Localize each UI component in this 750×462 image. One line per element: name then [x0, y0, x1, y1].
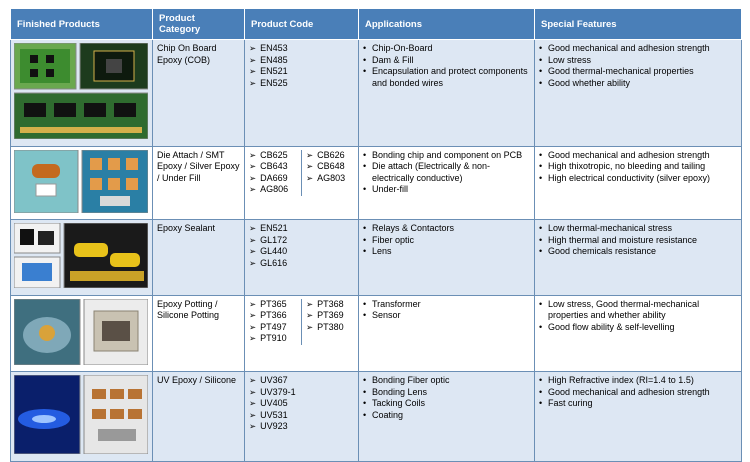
features-cell — [535, 220, 742, 296]
applications-cell — [359, 220, 535, 296]
header-product-category: Product Category — [153, 9, 245, 40]
codes-cell — [245, 295, 359, 372]
feature-item: • High thermal and moisture resistance — [539, 235, 737, 247]
code-list — [249, 43, 354, 89]
code-item: ➢ EN525 — [249, 78, 354, 90]
application-item: • Bonding Lens — [363, 387, 530, 399]
codes-cell — [245, 372, 359, 462]
code-item: ➢ EN521 — [249, 223, 354, 235]
application-item: • Die attach (Electrically & non-electrically conductive) — [363, 161, 530, 184]
header-finished-products: Finished Products — [11, 9, 153, 40]
code-item: ➢ GL440 — [249, 246, 354, 258]
feature-item: • Good flow ability & self-levelling — [539, 322, 737, 334]
features-cell — [535, 295, 742, 372]
code-item: ➢ PT368 — [306, 299, 354, 311]
application-item: • Under-fill — [363, 184, 530, 196]
code-item: ➢ CB648 — [306, 161, 354, 173]
product-images-cell — [11, 220, 153, 296]
code-item: ➢ PT366 — [249, 310, 297, 322]
applications-list — [363, 299, 530, 322]
feature-item: • Good mechanical and adhesion strength — [539, 387, 737, 399]
features-cell — [535, 372, 742, 462]
features-list — [539, 150, 737, 185]
product-table-container — [10, 8, 741, 462]
table-row — [11, 40, 742, 147]
feature-item: • Good thermal-mechanical properties — [539, 66, 737, 78]
codes-cell — [245, 220, 359, 296]
applications-list — [363, 375, 530, 421]
application-item: • Bonding chip and component on PCB — [363, 150, 530, 162]
feature-item: • Good mechanical and adhesion strength — [539, 150, 737, 162]
code-item: ➢ GL616 — [249, 258, 354, 270]
feature-item: • Good chemicals resistance — [539, 246, 737, 258]
header-applications: Applications — [359, 9, 535, 40]
application-item: • Coating — [363, 410, 530, 422]
header-special-features: Special Features — [535, 9, 742, 40]
code-item: ➢ AG803 — [306, 173, 354, 185]
category-cell: Epoxy Potting / Silicone Potting — [153, 295, 245, 372]
applications-list — [363, 43, 530, 89]
applications-list — [363, 150, 530, 196]
potting-product-photos — [14, 299, 148, 365]
application-item: • Sensor — [363, 310, 530, 322]
features-cell — [535, 40, 742, 147]
category-cell: Epoxy Sealant — [153, 220, 245, 296]
code-item: ➢ PT369 — [306, 310, 354, 322]
application-item: • Dam & Fill — [363, 55, 530, 67]
table-row — [11, 146, 742, 220]
table-row — [11, 295, 742, 372]
product-images-cell — [11, 40, 153, 147]
code-item: ➢ PT910 — [249, 333, 297, 345]
application-item: • Lens — [363, 246, 530, 258]
feature-item: • Low stress — [539, 55, 737, 67]
codes-cell — [245, 146, 359, 220]
header-row — [11, 9, 742, 40]
category-cell: UV Epoxy / Silicone — [153, 372, 245, 462]
category-cell: Chip On Board Epoxy (COB) — [153, 40, 245, 147]
application-item: • Relays & Contactors — [363, 223, 530, 235]
code-list-secondary — [301, 150, 354, 196]
code-list — [249, 299, 297, 345]
features-list — [539, 375, 737, 410]
die-attach-product-photos — [14, 150, 148, 213]
code-list — [249, 150, 297, 196]
application-item: • Transformer — [363, 299, 530, 311]
cob-product-photos — [14, 43, 148, 139]
feature-item: • High Refractive index (RI=1.4 to 1.5) — [539, 375, 737, 387]
code-item: ➢ EN453 — [249, 43, 354, 55]
features-cell — [535, 146, 742, 220]
sealant-product-photos — [14, 223, 148, 288]
code-item: ➢ CB626 — [306, 150, 354, 162]
application-item: • Bonding Fiber optic — [363, 375, 530, 387]
code-item: ➢ CB625 — [249, 150, 297, 162]
product-images-cell — [11, 295, 153, 372]
code-item: ➢ PT380 — [306, 322, 354, 334]
uv-product-photos — [14, 375, 148, 454]
product-images-cell — [11, 146, 153, 220]
code-list-secondary — [301, 299, 354, 345]
header-product-code: Product Code — [245, 9, 359, 40]
code-item: ➢ EN485 — [249, 55, 354, 67]
product-table — [10, 8, 742, 462]
code-item: ➢ UV531 — [249, 410, 354, 422]
application-item: • Tacking Coils — [363, 398, 530, 410]
applications-cell — [359, 295, 535, 372]
features-list — [539, 223, 737, 258]
code-item: ➢ UV923 — [249, 421, 354, 433]
code-item: ➢ UV367 — [249, 375, 354, 387]
application-item: • Fiber optic — [363, 235, 530, 247]
feature-item: • Fast curing — [539, 398, 737, 410]
code-item: ➢ GL172 — [249, 235, 354, 247]
code-item: ➢ DA669 — [249, 173, 297, 185]
category-cell: Die Attach / SMT Epoxy / Silver Epoxy / Under Fill — [153, 146, 245, 220]
code-item: ➢ CB643 — [249, 161, 297, 173]
feature-item: • Low thermal-mechanical stress — [539, 223, 737, 235]
table-row — [11, 372, 742, 462]
code-item: ➢ EN521 — [249, 66, 354, 78]
feature-item: • Good mechanical and adhesion strength — [539, 43, 737, 55]
applications-cell — [359, 40, 535, 147]
feature-item: • Low stress, Good thermal-mechanical properties and whether ability — [539, 299, 737, 322]
applications-list — [363, 223, 530, 258]
code-item: ➢ UV405 — [249, 398, 354, 410]
code-list — [249, 223, 354, 269]
table-row — [11, 220, 742, 296]
codes-cell — [245, 40, 359, 147]
feature-item: • High thixotropic, no bleeding and tailing — [539, 161, 737, 173]
product-images-cell — [11, 372, 153, 462]
features-list — [539, 43, 737, 89]
code-list — [249, 375, 354, 433]
features-list — [539, 299, 737, 334]
feature-item: • High electrical conductivity (silver epoxy) — [539, 173, 737, 185]
code-item: ➢ AG806 — [249, 184, 297, 196]
application-item: • Encapsulation and protect components and bonded wires — [363, 66, 530, 89]
code-item: ➢ PT365 — [249, 299, 297, 311]
code-item: ➢ UV379-1 — [249, 387, 354, 399]
applications-cell — [359, 146, 535, 220]
feature-item: • Good whether ability — [539, 78, 737, 90]
code-item: ➢ PT497 — [249, 322, 297, 334]
application-item: • Chip-On-Board — [363, 43, 530, 55]
applications-cell — [359, 372, 535, 462]
